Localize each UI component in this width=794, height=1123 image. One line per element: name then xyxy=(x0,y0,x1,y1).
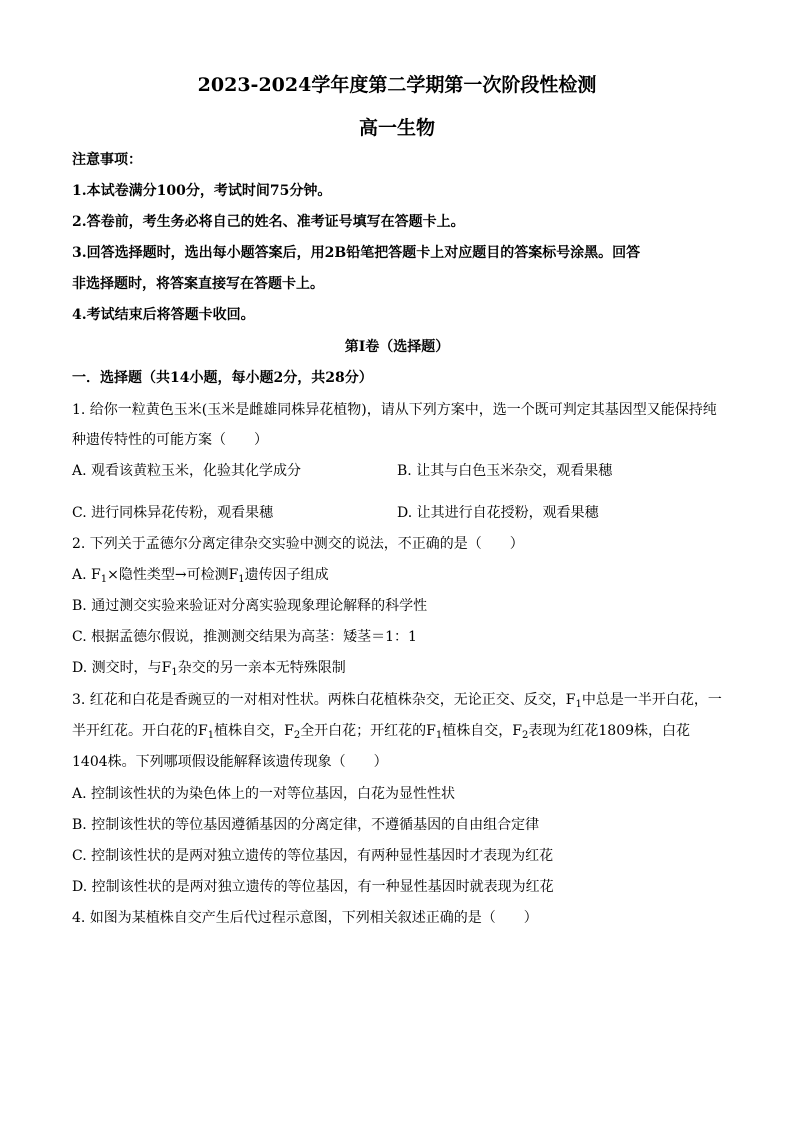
notes-heading: 注意事项： xyxy=(72,152,142,168)
q2-option-d: D. 测交时，与$F_1$杂交的另一亲本无特殊限制 xyxy=(72,660,346,678)
q3-option-b: B. 控制该性状的等位基因遵循基因的分离定律，不遵循基因的自由组合定律 xyxy=(72,817,540,833)
subject-title: 高一生物 xyxy=(358,117,435,139)
note-item: 1.本试卷满分100分，考试时间75分钟。 xyxy=(72,183,332,199)
volume-title: 第I卷（选择题） xyxy=(344,339,450,355)
q1-option-a: A. 观看该黄粒玉米，化验其化学成分 xyxy=(72,463,302,479)
note-item: 3.回答选择题时，选出每小题答案后，用2B铅笔把答题卡上对应题目的答案标号涂黑。回答 xyxy=(72,245,641,261)
q3-stem-line1: 3. 红花和白花是香豌豆的一对相对性状。两株白花植株杂交，无论正交、反交，$F_1$中总是一半开白花，一 xyxy=(72,692,722,710)
q1-option-c: C. 进行同株异花传粉，观看果穗 xyxy=(72,505,274,521)
q2-option-c: C. 根据孟德尔假说，推测测交结果为高茎：矮茎＝1：1 xyxy=(72,629,417,645)
q4-stem: 4. 如图为某植株自交产生后代过程示意图，下列相关叙述正确的是（ ） xyxy=(72,910,538,926)
q2-stem: 2. 下列关于孟德尔分离定律杂交实验中测交的说法，不正确的是（ ） xyxy=(72,536,524,552)
q1-stem-line2: 种遗传特性的可能方案（ ） xyxy=(72,432,268,448)
exam-title: 2023-2024学年度第二学期第一次阶段性检测 xyxy=(197,74,597,96)
q3-option-d: D. 控制该性状的是两对独立遗传的等位基因，有一种显性基因时就表现为红花 xyxy=(72,879,554,895)
note-item: 2.答卷前，考生务必将自己的姓名、准考证号填写在答题卡上。 xyxy=(72,214,465,230)
q1-option-d: D. 让其进行自花授粉，观看果穗 xyxy=(397,505,599,521)
note-item: 非选择题时，将答案直接写在答题卡上。 xyxy=(72,276,324,292)
q3-option-a: A. 控制该性状的为染色体上的一对等位基因，白花为显性性状 xyxy=(72,786,456,802)
q3-stem-line3: 1404株。下列哪项假设能解释该遗传现象（ ） xyxy=(72,754,388,770)
q2-option-b: B. 通过测交实验来验证对分离实验现象理论解释的科学性 xyxy=(72,598,428,614)
q3-stem-line2: 半开红花。开白花的$F_1$植株自交，$F_2$全开白花；开红花的$F_1$植株自交，$F_2$表现为红花1809株，白花 xyxy=(72,723,691,741)
q1-option-b: B. 让其与白色玉米杂交，观看果穗 xyxy=(397,463,613,479)
q3-option-c: C. 控制该性状的是两对独立遗传的等位基因，有两种显性基因时才表现为红花 xyxy=(72,848,554,864)
q2-option-a: A. $F_1\times$隐性类型→可检测$F_1$遗传因子组成 xyxy=(72,567,329,585)
part-title: 一．选择题（共14小题，每小题2分，共28分） xyxy=(72,370,373,386)
note-item: 4.考试结束后将答题卡收回。 xyxy=(72,307,255,323)
q1-stem-line1: 1. 给你一粒黄色玉米(玉米是雌雄同株异花植物)，请从下列方案中，选一个既可判定其基因型又能保持纯 xyxy=(72,402,717,418)
